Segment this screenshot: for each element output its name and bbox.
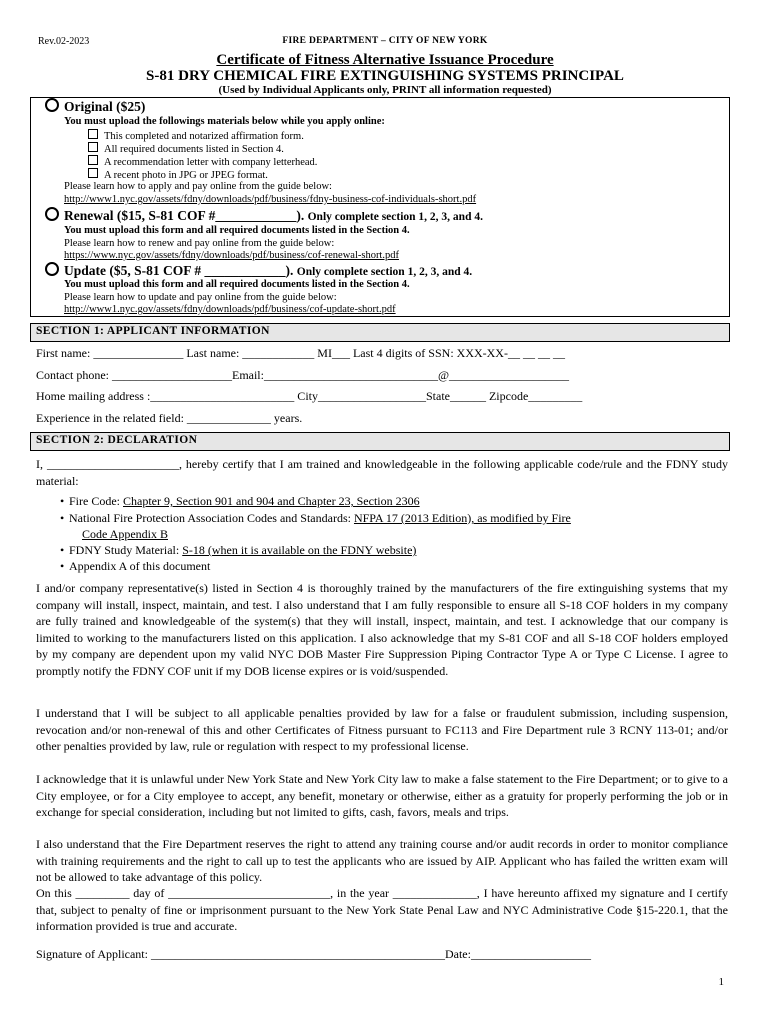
option-update-label: Update ($5, S-81 COF # ____________). bbox=[64, 263, 294, 278]
checkbox-icon[interactable] bbox=[88, 155, 98, 165]
option-renewal[interactable] bbox=[45, 207, 483, 224]
declaration-paragraph-1: I and/or company representative(s) listed in Section 4 is thoroughly trained by the manufacturers of the fire extinguishing systems that my company will install, inspect, maintain, and test. I also understand that I am fully responsible to ensure all S-18 COF holders in my company are fully trained and knowledgeable of the system(s) that they will install, inspect, maintain, and test. I acknowledge that our company is limited to working to the manufacturers listed on this application. I also acknowledge that my S-81 COF and all S-18 COF holders employed by my company are dependent upon my valid NYC DOB Master Fire Suppression Piping Contractor Type A or Type C License. I agree to promptly notify the FDNY COF unit if my DOB license expires or is void/suspended. bbox=[36, 581, 728, 678]
revision-label: Rev.02-2023 bbox=[38, 36, 90, 47]
application-type-box bbox=[30, 97, 730, 317]
original-instruction: You must upload the followings materials below while you apply online: bbox=[64, 116, 385, 127]
checklist-item[interactable]: A recent photo in JPG or JPEG format. bbox=[88, 168, 268, 181]
nfpa-link-continued[interactable]: Code Appendix B bbox=[82, 527, 168, 541]
contact-fields[interactable]: Contact phone: ____________________Email:_____________________________@____________________ bbox=[36, 368, 570, 382]
original-guide-text: Please learn how to apply and pay online from the guide below: bbox=[64, 181, 332, 192]
renewal-guide-link[interactable]: https://www.nyc.gov/assets/fdny/downloads/pdf/business/cof-renewal-short.pdf bbox=[64, 250, 399, 261]
experience-field[interactable]: Experience in the related field: ______________ years. bbox=[36, 411, 303, 425]
declaration-paragraph-3: I acknowledge that it is unlawful under New York State and New York City law to make a false statement to the Fire Department; or to give to a City employee, or for a City employee to accept, any benefit, monetary or otherwise, either as a gratuity for properly performing the job or in exchange for special consideration, including but not limited to gifts, cash, favors, meals and trips. bbox=[36, 772, 728, 819]
radio-circle-icon[interactable] bbox=[45, 262, 59, 276]
declaration-paragraph-5: On this _________ day of ___________________________, in the year ______________, I have hereunto affixed my signature and I certify that, subject to penalty of fine or imprisonment pursuant to the New York State Penal Law and NYC Administrative Code §15-220.1, that the information provided is true and accurate. bbox=[36, 886, 728, 933]
signature-date-line[interactable]: Signature of Applicant: _________________________________________________Date:____________________ bbox=[36, 947, 591, 961]
checkbox-icon[interactable] bbox=[88, 142, 98, 152]
radio-circle-icon[interactable] bbox=[45, 98, 59, 112]
option-renewal-note: Only complete section 1, 2, 3, and 4. bbox=[307, 211, 483, 223]
update-guide-link[interactable]: http://www1.nyc.gov/assets/fdny/downloads/pdf/business/cof-update-short.pdf bbox=[64, 304, 396, 315]
declaration-paragraph-2: I understand that I will be subject to all applicable penalties provided by law for a false or fraudulent submission, including suspension, revocation and/or non-renewal of this and other Certificates of Fitness pursuant to FC113 and Fire Department rule 3 RCNY 113-01; and/or other penalties provided by law, rule or regulation with respect to my professional license. bbox=[36, 706, 728, 753]
name-ssn-fields[interactable]: First name: _______________ Last name: ____________ MI___ Last 4 digits of SSN: XXX-XX-__ __ __ __ bbox=[36, 346, 565, 360]
declaration-intro: I, ______________________, hereby certify that I am trained and knowledgeable in the following applicable code/rule and the FDNY study material: bbox=[36, 457, 728, 488]
declaration-paragraph-4: I also understand that the Fire Department reserves the right to attend any training course and/or audit records in order to monitor compliance with training requirements and the right to call up to test the applicants who are issued by AIP. Applicant who has failed the written exam will not be allowed to take advantage of this policy. bbox=[36, 837, 728, 884]
checklist-item[interactable]: A recommendation letter with company letterhead. bbox=[88, 155, 317, 168]
renewal-instruction: You must upload this form and all required documents listed in the Section 4. bbox=[64, 225, 410, 236]
address-fields[interactable]: Home mailing address :________________________ City__________________State______ Zipcode_________ bbox=[36, 389, 583, 403]
original-guide-link[interactable]: http://www1.nyc.gov/assets/fdny/downloads/pdf/business/fdny-business-cof-individuals-short.pdf bbox=[64, 194, 477, 205]
bullet-fire-code: • Fire Code: Chapter 9, Section 901 and 904 and Chapter 23, Section 2306 bbox=[60, 494, 420, 508]
option-update-note: Only complete section 1, 2, 3, and 4. bbox=[296, 266, 473, 278]
option-original[interactable] bbox=[45, 98, 145, 115]
option-renewal-label: Renewal ($15, S-81 COF #____________). bbox=[64, 208, 305, 223]
document-instructions: (Used by Individual Applicants only, PRINT all information requested) bbox=[218, 84, 552, 96]
section1-heading: SECTION 1: APPLICANT INFORMATION bbox=[30, 323, 730, 342]
nfpa-link[interactable]: NFPA 17 (2013 Edition), as modified by Fire bbox=[353, 511, 571, 525]
renewal-guide-text: Please learn how to renew and pay online from the guide below: bbox=[64, 238, 335, 249]
document-title: Certificate of Fitness Alternative Issuance Procedure bbox=[216, 52, 554, 68]
option-update[interactable] bbox=[45, 262, 472, 279]
study-material-link[interactable]: S-18 (when it is available on the FDNY website) bbox=[182, 543, 417, 557]
checkbox-icon[interactable] bbox=[88, 168, 98, 178]
bullet-nfpa-continued bbox=[82, 527, 168, 542]
page-number: 1 bbox=[718, 976, 724, 988]
checklist-item[interactable]: All required documents listed in Section 4. bbox=[88, 142, 284, 155]
checklist-item[interactable]: This completed and notarized affirmation form. bbox=[88, 129, 304, 142]
checkbox-icon[interactable] bbox=[88, 129, 98, 139]
bullet-appendix: • Appendix A of this document bbox=[60, 559, 211, 573]
radio-circle-icon[interactable] bbox=[45, 207, 59, 221]
document-subtitle: S-81 DRY CHEMICAL FIRE EXTINGUISHING SYSTEMS PRINCIPAL bbox=[146, 68, 624, 84]
option-original-label: Original ($25) bbox=[64, 99, 146, 114]
bullet-nfpa: • National Fire Protection Association Codes and Standards: NFPA 17 (2013 Edition), as modified by Fire bbox=[60, 511, 571, 525]
section2-heading: SECTION 2: DECLARATION bbox=[30, 432, 730, 451]
update-guide-text: Please learn how to update and pay online from the guide below: bbox=[64, 292, 337, 303]
department-heading: FIRE DEPARTMENT – CITY OF NEW YORK bbox=[282, 36, 488, 46]
fire-code-link[interactable]: Chapter 9, Section 901 and 904 and Chapter 23, Section 2306 bbox=[123, 494, 420, 508]
bullet-study-material: • FDNY Study Material: S-18 (when it is available on the FDNY website) bbox=[60, 543, 417, 557]
update-instruction: You must upload this form and all required documents listed in the Section 4. bbox=[64, 279, 410, 290]
